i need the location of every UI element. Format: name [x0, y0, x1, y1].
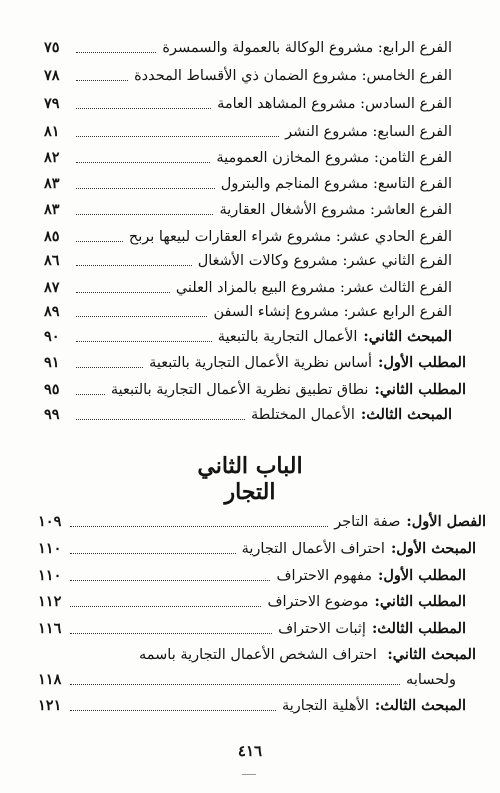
entry-title: صفة التاجر [334, 514, 401, 530]
entry-label: المبحث الثاني: [387, 646, 476, 663]
entry-label: المبحث الأول: [390, 540, 476, 557]
dot-leader [76, 316, 207, 317]
dot-leader [76, 341, 212, 342]
toc-entry [44, 278, 452, 298]
dot-leader [76, 292, 170, 293]
entry-page: ١١٨ [38, 671, 62, 688]
dot-leader [70, 684, 400, 685]
toc-entry [44, 148, 452, 168]
toc-entry [38, 619, 466, 639]
entry-label: المطلب الثاني: [374, 593, 466, 610]
entry-label: المبحث الثاني: [363, 328, 452, 345]
entry-page: ٨٣ [44, 175, 60, 192]
entry-title: الفرع الثامن: مشروع المخازن العمومية [216, 150, 452, 166]
toc-entry [44, 380, 466, 400]
footer-mark [242, 774, 256, 775]
entry-title: الفرع الثاني عشر: مشروع وكالات الأشغال [197, 253, 452, 269]
toc-entry [44, 174, 452, 194]
part-heading: الباب الثاني [197, 453, 303, 479]
entry-title: الفرع العاشر: مشروع الأشغال العقارية [219, 202, 452, 218]
dot-leader [70, 710, 276, 711]
toc-entry [38, 670, 456, 690]
dot-leader [76, 214, 213, 215]
toc-entry [44, 302, 452, 322]
dot-leader [76, 108, 211, 109]
entry-title-continued: ولحسابه [406, 672, 456, 688]
entry-page: ١١٢ [38, 593, 62, 610]
entry-title: الفرع السادس: مشروع المشاهد العامة [217, 96, 452, 112]
entry-label: المطلب الأول: [378, 354, 466, 371]
dot-leader [76, 265, 192, 266]
part-subheading: التجار [224, 479, 276, 505]
entry-page: ٨١ [44, 123, 60, 140]
dot-leader [76, 80, 128, 81]
entry-title: أساس نظرية الأعمال التجارية بالتبعية [149, 355, 372, 371]
entry-title: الفرع الثالث عشر: مشروع البيع بالمزاد العلني [175, 280, 452, 296]
toc-entry [38, 592, 466, 612]
entry-label: المطلب الثاني: [374, 381, 466, 398]
entry-title: الأعمال المختلطة [250, 407, 355, 423]
entry-page: ٨٩ [44, 303, 60, 320]
entry-page: ٩٥ [44, 381, 60, 398]
entry-label: المبحث الثالث: [360, 406, 452, 423]
entry-page: ٩١ [44, 354, 60, 371]
toc-entry-first-line [139, 645, 476, 665]
entry-page: ٧٨ [44, 67, 60, 84]
dot-leader [76, 241, 123, 242]
toc-entry [44, 38, 452, 58]
toc-entry [44, 122, 452, 142]
toc-entry [44, 94, 452, 114]
entry-label: المطلب الثالث: [371, 620, 466, 637]
entry-title: الفرع الرابع: مشروع الوكالة بالعمولة والسمسرة [162, 40, 452, 56]
entry-title: الفرع الحادي عشر: مشروع شراء العقارات لبيعها بربح [128, 229, 452, 245]
toc-entry [44, 251, 452, 271]
toc-entry [38, 566, 466, 586]
entry-page: ٧٩ [44, 95, 60, 112]
dot-leader [70, 553, 236, 554]
toc-entry [44, 327, 452, 347]
entry-title: إثبات الاحتراف [278, 621, 366, 637]
toc-entry [38, 512, 486, 532]
toc-entry [44, 405, 452, 425]
entry-title: موضوع الاحتراف [267, 594, 369, 610]
entry-page: ٩٩ [44, 406, 60, 423]
toc-entry [38, 696, 466, 716]
entry-title: احتراف الشخص الأعمال التجارية باسمه [138, 647, 377, 663]
dot-leader [70, 526, 328, 527]
toc-entry [44, 227, 452, 247]
entry-title: الفرع الرابع عشر: مشروع إنشاء السفن [213, 304, 452, 320]
toc-entry [44, 66, 452, 86]
entry-title: الفرع التاسع: مشروع المناجم والبترول [220, 176, 452, 192]
entry-label: الفصل الأول: [406, 513, 486, 530]
dot-leader [70, 606, 261, 607]
entry-title: الأعمال التجارية بالتبعية [217, 329, 358, 345]
toc-entry [44, 200, 452, 220]
entry-label: المطلب الأول: [378, 567, 466, 584]
entry-page: ١١٦ [38, 620, 62, 637]
toc-entry [38, 539, 476, 559]
entry-page: ٨٧ [44, 279, 60, 296]
entry-title: الفرع السابع: مشروع النشر [285, 124, 452, 140]
entry-page: ٨٥ [44, 228, 60, 245]
entry-page: ١٠٩ [38, 513, 62, 530]
entry-title: الفرع الخامس: مشروع الضمان ذي الأقساط المحددة [134, 68, 452, 84]
entry-page: ١١٠ [38, 567, 62, 584]
dot-leader [76, 162, 210, 163]
entry-title: الأهلية التجارية [281, 698, 369, 714]
entry-page: ٨٢ [44, 149, 60, 166]
entry-page: ٧٥ [44, 39, 60, 56]
entry-page: ٨٣ [44, 201, 60, 218]
entry-page: ١١٠ [38, 540, 62, 557]
entry-page: ٨٦ [44, 252, 60, 269]
dot-leader [76, 367, 143, 368]
entry-title: نطاق تطبيق نظرية الأعمال التجارية بالتبعية [110, 382, 369, 398]
dot-leader [70, 580, 270, 581]
entry-page: ١٢١ [38, 697, 62, 714]
dot-leader [76, 419, 245, 420]
toc-entry [44, 353, 466, 373]
dot-leader [70, 633, 272, 634]
entry-title: مفهوم الاحتراف [276, 568, 372, 584]
dot-leader [76, 188, 215, 189]
entry-title: احتراف الأعمال التجارية [241, 541, 385, 557]
entry-page: ٩٠ [44, 328, 60, 345]
page-number: ٤١٦ [237, 742, 263, 760]
dot-leader [76, 136, 279, 137]
dot-leader [76, 52, 156, 53]
entry-label: المبحث الثالث: [374, 697, 466, 714]
dot-leader [76, 394, 105, 395]
